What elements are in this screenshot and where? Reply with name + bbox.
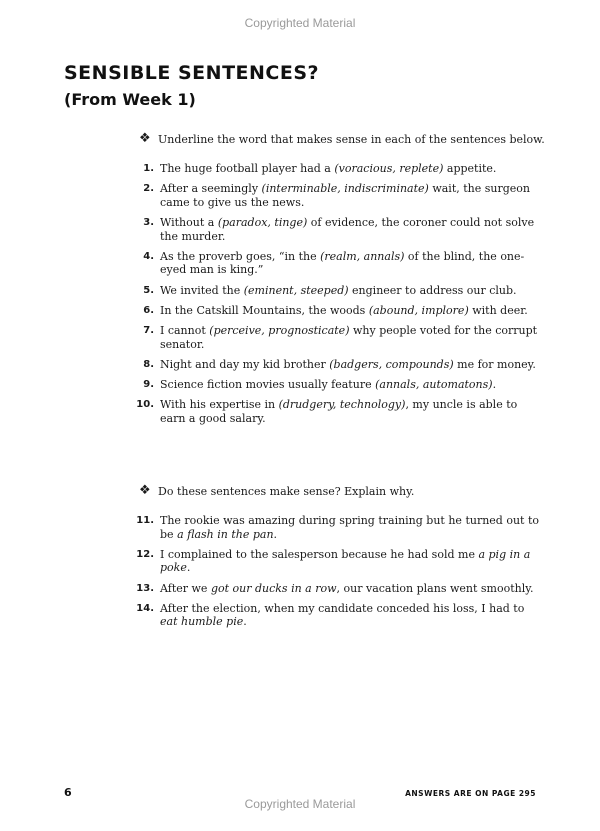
question-italic-phrase: (realm, annals) (320, 249, 405, 263)
question-italic-phrase: (interminable, indiscriminate) (261, 182, 429, 196)
question-text-end: of evidence, the coroner could not solve the murder. (160, 215, 535, 243)
question-item (129, 358, 539, 372)
question-item (129, 514, 539, 541)
question-number: 8. (143, 358, 154, 370)
question-italic-phrase: (voracious, replete) (334, 162, 444, 175)
question-number: 1. (143, 163, 154, 174)
question-text: Without a (160, 215, 218, 229)
instruction-2 (139, 485, 414, 498)
question-number: 11. (136, 515, 154, 526)
question-text: After the election, when my candidate conceded his loss, I had to (160, 601, 525, 615)
question-text-end: why people voted for the corrupt senator. (160, 323, 538, 351)
question-italic-phrase: eat humble pie (160, 615, 244, 629)
question-italic-phrase: (drudgery, technology) (278, 398, 406, 412)
question-text-end: . (243, 615, 247, 629)
diamond-bullet-icon: ❖ (139, 483, 151, 498)
question-text: After we (160, 581, 211, 595)
question-text: With his expertise in (160, 398, 279, 412)
question-number: 7. (143, 324, 154, 336)
question-text: In the Catskill Mountains, the woods (160, 303, 369, 317)
question-italic-phrase: got our ducks in a row (210, 581, 337, 595)
question-item (129, 216, 539, 243)
question-italic-phrase: (badgers, compounds) (329, 357, 454, 371)
diamond-bullet-icon: ❖ (139, 131, 151, 146)
question-item (129, 162, 539, 176)
question-text: As the proverb goes, “in the (160, 249, 321, 263)
question-text-end: appetite. (443, 162, 497, 175)
question-text-end: . (492, 377, 497, 391)
question-italic-phrase: (paradox, tinge) (217, 215, 308, 229)
question-item (129, 182, 539, 209)
question-number: 6. (143, 304, 154, 316)
instruction-text: Do these sentences make sense? Explain why. (158, 485, 415, 498)
question-text: The rookie was amazing during spring training but he turned out to be (160, 514, 540, 541)
instruction-text: Underline the word that makes sense in each of the sentences below. (158, 133, 545, 146)
question-number: 12. (136, 548, 154, 560)
question-text-end: with deer. (468, 303, 528, 317)
question-item (129, 398, 539, 425)
question-text-end: . (186, 561, 191, 575)
question-list-2 (129, 514, 539, 636)
question-text: We invited the (160, 283, 244, 297)
question-text-end: , our vacation plans went smoothly. (336, 581, 534, 595)
question-italic-phrase: (eminent, steeped) (243, 283, 349, 297)
question-item (129, 582, 539, 596)
question-italic-phrase: (perceive, prognosticate) (209, 323, 350, 337)
page-title: SENSIBLE SENTENCES? (64, 62, 320, 84)
question-text: Night and day my kid brother (160, 357, 330, 371)
question-item (129, 284, 539, 298)
question-number: 9. (143, 378, 154, 390)
answers-note: ANSWERS ARE ON PAGE 295 (405, 789, 536, 798)
question-text: I complained to the salesperson because he had sold me (160, 547, 479, 561)
question-number: 13. (136, 582, 154, 594)
page-number: 6 (64, 786, 72, 799)
question-item (129, 304, 539, 318)
question-text: The huge football player had a (160, 162, 335, 175)
question-number: 4. (143, 250, 154, 262)
question-number: 2. (143, 183, 154, 195)
watermark-bottom: Copyrighted Material (244, 797, 356, 811)
question-number: 14. (136, 602, 154, 614)
question-item (129, 324, 539, 351)
question-text-end: engineer to address our club. (348, 283, 517, 297)
question-list-1 (129, 162, 539, 432)
question-italic-phrase: a flash in the pan (177, 527, 274, 541)
question-number: 10. (136, 399, 154, 411)
question-text: After a seemingly (160, 182, 262, 196)
page-subtitle: (From Week 1) (64, 90, 196, 109)
question-text: I cannot (160, 323, 210, 337)
question-text-end: , my uncle is able to earn a good salary. (160, 398, 518, 425)
question-italic-phrase: a pig in a poke (160, 547, 531, 575)
question-text-end: . (273, 527, 278, 541)
question-item (129, 378, 539, 392)
question-italic-phrase: (abound, implore) (368, 303, 469, 317)
question-text: Science fiction movies usually feature (160, 377, 376, 391)
question-text-end: wait, the surgeon came to give us the news. (160, 182, 530, 209)
question-item (129, 602, 539, 629)
instruction-1 (139, 133, 545, 146)
watermark-top: Copyrighted Material (244, 16, 356, 30)
question-text-end: of the blind, the one-eyed man is king.” (160, 249, 525, 277)
question-italic-phrase: (annals, automatons) (375, 377, 493, 391)
question-number: 3. (143, 216, 154, 228)
question-text-end: me for money. (453, 357, 536, 371)
question-item (129, 548, 539, 575)
question-item (129, 250, 539, 277)
question-number: 5. (143, 284, 154, 296)
